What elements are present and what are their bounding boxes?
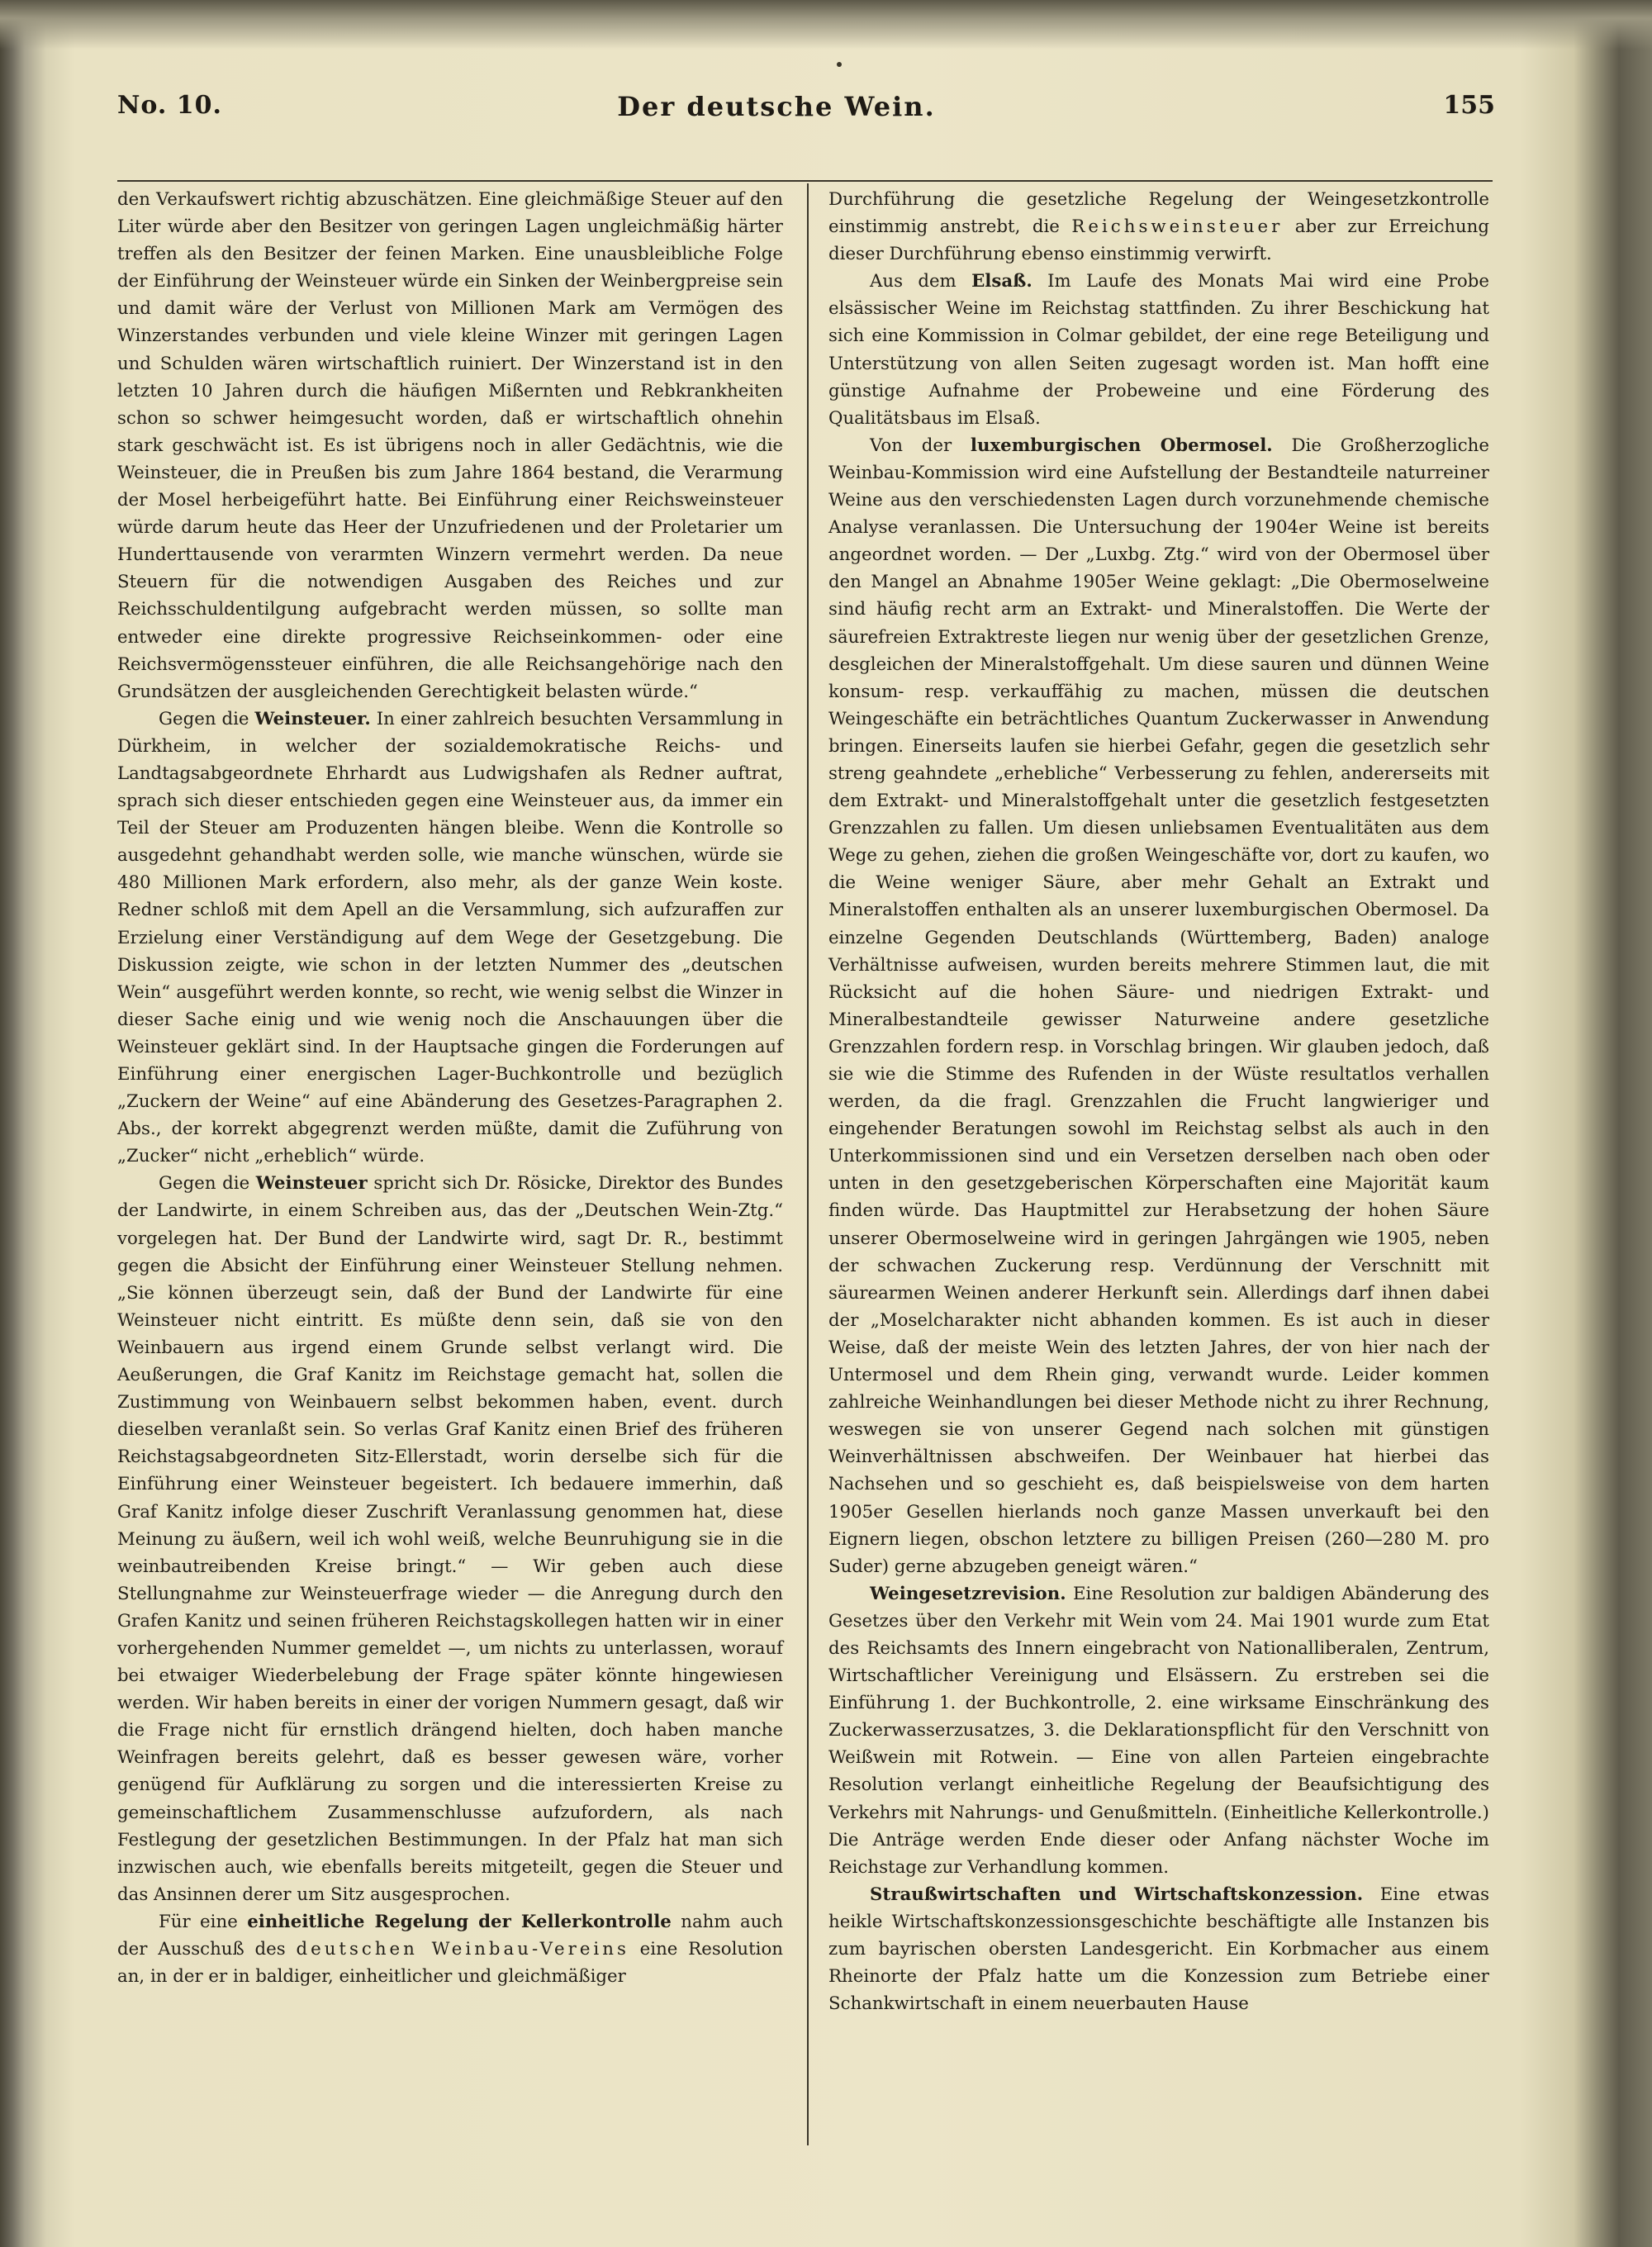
- left-p3-lead: Gegen die: [159, 1173, 256, 1195]
- left-p4-text: eine Resolution an, in der er in baldiger, einheitlicher und gleichmäßiger: [117, 1939, 783, 1988]
- left-p2-heading: Weinsteuer.: [254, 708, 371, 729]
- right-p3-lead: Von der: [870, 435, 971, 456]
- right-p4-heading: Weingesetzrevision.: [870, 1583, 1066, 1604]
- right-p1-lead: Durchführung die gesetzliche Regelung der Weingesetzkontrolle einstimmig anstrebt, die: [828, 189, 1489, 238]
- right-p2-text: Im Laufe des Monats Mai wird eine Probe elsässischer Weine im Reichstag stattfinden. Zu ihrer Beschickung hat sich eine Kommission in Colmar gebildet, der eine rege Beteiligung und Unterstützung von allen Seiten zugesagt worden ist. Man hofft eine günstige Aufnahme der Probeweine und eine Förderung des Qualitätsbaus im Elsaß.: [828, 271, 1489, 429]
- header-rule: [117, 180, 1493, 182]
- left-column: [117, 186, 783, 1990]
- left-p4-mid: nahm auch der Ausschuß des: [117, 1911, 784, 1960]
- right-paragraph-3: [828, 432, 1489, 1580]
- issue-number: No. 10.: [117, 91, 222, 120]
- left-paragraph-4: [117, 1908, 783, 1990]
- right-p3-text: Die Großherzogliche Weinbau-Kommission wird eine Aufstellung der Bestandteile naturreiner Weine aus den verschiedensten Lagen durch vorzunehmende chemische Analyse veranlassen. Die Untersuchung der 1904er Weine ist bereits angeordnet worden. — Der „Luxbg. Ztg.“ wird von der Obermosel über den Mangel an Abnahme 1905er Weine geklagt: „Die Obermoselweine sind häufig recht arm an Extrakt- und Mineralstoffen. Die Werte der säurefreien Extraktreste liegen nur wenig über der gesetzlichen Grenze, desgleichen der Mineralstoffgehalt. Um diese sauren und dünnen Weine konsum- resp. verkauffähig zu machen, müssen die deutschen Weingeschäfte ein beträchtliches Quantum Zuckerwasser in Anwendung bringen. Einerseits laufen sie hierbei Gefahr, gegen die gesetzlich sehr streng geahndete „erhebliche“ Verbesserung zu fehlen, andererseits mit dem Extrakt- und Mineralstoffgehalt unter die gesetzlich festgesetzten Grenzzahlen zu fallen. Um diesen unliebsamen Eventualitäten aus dem Wege zu gehen, ziehen die großen Weingeschäfte vor, dort zu kaufen, wo die Weine weniger Säure, aber mehr Gehalt an Extrakt und Mineralstoffen enthalten als an unserer luxemburgischen Obermosel. Da einzelne Gegenden Deutschlands (Württemberg, Baden) analoge Verhältnisse aufweisen, wurden bereits mehrere Stimmen laut, die mit Rücksicht auf die hohen Säure- und niedrigen Extrakt- und Mineralbestandteile gewisser Naturweine andere gesetzliche Grenzzahlen fordern resp. in Vorschlag bringen. Wir glauben jedoch, daß sie wie die Stimme des Rufenden in der Wüste resultatlos verhallen werden, da die fragl. Grenzzahlen die Frucht langwieriger und eingehender Beratungen sowohl im Reichstag selbst als auch in den Unterkommissionen sind und ein Versetzen derselben nach oben oder unten in den gesetzgeberischen Körperschaften eine Majorität kaum finden würde. Das Hauptmittel zur Herabsetzung der hohen Säure unserer Obermoselweine wird in geringen Jahrgängen wie 1905, neben der schwachen Zuckerung resp. Verdünnung der Verschnitt mit säurearmen Weinen anderer Herkunft sein. Allerdings darf ihnen dabei der „Moselcharakter nicht abhanden kommen. Es ist auch in dieser Weise, daß der meiste Wein des letzten Jahres, der von hier nach der Untermosel und dem Rhein ging, verwandt wurde. Leider kommen zahlreiche Weinhandlungen bei dieser Methode nicht zu ihrer Rechnung, weswegen sie von unserer Gegend nach solchen mit günstigen Weinverhältnissen abschweifen. Der Weinbauer hat hierbei das Nachsehen und so geschieht es, daß beispielsweise von dem harten 1905er Gesellen hierlands noch ganze Massen unverkauft bei den Eignern liegen, obschon letztere zu billigen Preisen (260—280 M. pro Suder) gerne abzugeben geneigt wären.“: [828, 435, 1489, 1577]
- right-p2-lead: Aus dem: [870, 271, 972, 292]
- right-p5-heading: Straußwirtschaften und Wirtschaftskonzession.: [870, 1884, 1364, 1905]
- right-p3-heading: luxemburgischen Obermosel.: [970, 435, 1273, 456]
- right-column: [828, 186, 1489, 2017]
- right-p1-text: aber zur Erreichung dieser Durchführung ebenso einstimmig verwirft.: [828, 216, 1490, 265]
- right-p2-heading: Elsaß.: [971, 271, 1032, 292]
- left-paragraph-2: [117, 705, 783, 1171]
- right-paragraph-4: [828, 1580, 1489, 1881]
- right-p1-spaced: Reichsweinsteuer: [1071, 216, 1284, 238]
- right-paragraph-2: [828, 268, 1489, 432]
- left-paragraph-1: den Verkaufswert richtig abzuschätzen. Eine gleichmäßige Steuer auf den Liter würde aber den Besitzer von geringen Lagen ungleichmäßig härter treffen als den Besitzer der feinen Marken. Eine unausbleibliche Folge der Einführung der Weinsteuer würde ein Sinken der Weinbergpreise sein und damit wäre der Verlust von Millionen Mark am Vermögen des Winzerstandes verbunden und viele kleine Winzer mit geringen Lagen und Schulden wären wirtschaftlich ruiniert. Der Winzerstand ist in den letzten 10 Jahren durch die häufigen Mißernten und Rebkrankheiten schon so schwer heimgesucht worden, daß er wirtschaftlich ohnehin stark geschwächt ist. Es ist übrigens noch in aller Gedächtnis, wie die Weinsteuer, die in Preußen bis zum Jahre 1864 bestand, die Verarmung der Mosel herbeigeführt hatte. Bei Einführung einer Reichsweinsteuer würde darum heute das Heer der Unzufriedenen und der Proletarier um Hunderttausende von verarmten Winzern vermehrt werden. Da neue Steuern für die notwendigen Ausgaben des Reiches und zur Reichsschuldentilgung aufgebracht werden müssen, so sollte man entweder eine direkte progressive Reichseinkommen- oder eine Reichsvermögenssteuer einführen, die alle Reichsangehörige nach den Grundsätzen der ausgleichenden Gerechtigkeit belasten würde.“: [117, 189, 783, 702]
- left-p4-spaced: deutschen Weinbau-Vereins: [296, 1939, 629, 1960]
- left-paragraph-3: [117, 1170, 783, 1908]
- left-p3-heading: Weinsteuer: [255, 1173, 368, 1195]
- left-p2-text: In einer zahlreich besuchten Versammlung in Dürkheim, in welcher der sozialdemokratische Reichs- und Landtagsabgeordnete Ehrhardt aus Ludwigshafen als Redner auftrat, sprach sich dieser entschieden gegen eine Weinsteuer aus, da immer ein Teil der Steuer am Produzenten hängen bleibe. Wenn die Kontrolle so ausgedehnt gehandhabt werden solle, wie manche wünschen, würde sie 480 Millionen Mark erfordern, also mehr, als der ganze Wein koste. Redner schloß mit dem Apell an die Versammlung, sich aufzuraffen zur Erzielung einer Verständigung auf dem Wege der Gesetzgebung. Die Diskussion zeigte, wie schon in der letzten Nummer des „deutschen Wein“ ausgeführt werden konnte, so recht, wie wenig selbst die Winzer in dieser Sache einig und wie wenig noch die Anschauungen über die Weinsteuer geklärt sind. In der Hauptsache gingen die Forderungen auf Einführung einer energischen Lager-Buchkontrolle und bezüglich „Zuckern der Weine“ auf eine Abänderung des Gesetzes-Paragraphen 2. Abs., der korrekt abgegrenzt werden müßte, damit die Zuführung von „Zucker“ nicht „erheblich“ würde.: [117, 708, 783, 1167]
- column-divider: [807, 183, 809, 2145]
- page-header: [58, 91, 1495, 140]
- left-p4-heading: einheitliche Regelung der Kellerkontrolle: [247, 1911, 672, 1932]
- right-p5-text: Eine etwas heikle Wirtschaftskonzessionsgeschichte beschäftigte alle Instanzen bis zum bayrischen obersten Landesgericht. Ein Korbmacher aus einem Rheinorte der Pfalz hatte um die Konzession zum Betriebe einer Schankwirtschaft in einem neuerbauten Hause: [828, 1884, 1490, 2015]
- right-p4-text: Eine Resolution zur baldigen Abänderung des Gesetzes über den Verkehr mit Wein vom 24. Mai 1901 wurde zum Etat des Reichsamts des Innern eingebracht von Nationalliberalen, Zentrum, Wirtschaftlicher Vereinigung und Elsässern. Zu erstreben sei die Einführung 1. der Buchkontrolle, 2. eine wirksame Einschränkung des Zuckerwasserzusatzes, 3. die Deklarationspflicht für den Verschnitt von Weißwein mit Rotwein. — Eine von allen Parteien eingebrachte Resolution verlangt einheitliche Regelung der Beaufsichtigung des Verkehrs mit Nahrungs- und Genußmitteln. (Einheitliche Kellerkontrolle.) Die Anträge werden Ende dieser oder Anfang nächster Woche im Reichstage zur Verhandlung kommen.: [828, 1583, 1489, 1878]
- left-p4-lead: Für eine: [159, 1911, 248, 1932]
- right-paragraph-5: [828, 1881, 1489, 2017]
- left-p3-text: spricht sich Dr. Rösicke, Direktor des Bundes der Landwirte, in einem Schreiben aus, das der „Deutschen Wein-Ztg.“ vorgelegen hat. Der Bund der Landwirte wird, sagt Dr. R., bestimmt gegen die Absicht der Einführung einer Weinsteuer Stellung nehmen. „Sie können überzeugt sein, daß der Bund der Landwirte für eine Weinsteuer nicht eintritt. Es müßte denn sein, daß sie von den Weinbauern aus irgend einem Grunde selbst verlangt wird. Die Aeußerungen, die Graf Kanitz im Reichstage gemacht hat, sollen die Zustimmung von Weinbauern selbst bekommen haben, event. durch dieselben veranlaßt sein. So verlas Graf Kanitz einen Brief des früheren Reichstagsabgeordneten Sitz-Ellerstadt, worin derselbe sich für die Einführung einer Weinsteuer begeistert. Ich bedauere immerhin, daß Graf Kanitz infolge dieser Zuschrift Veranlassung genommen hat, diese Meinung zu äußern, weil ich wohl weiß, welche Beunruhigung sie in die weinbautreibenden Kreise bringt.“ — Wir geben auch diese Stellungnahme zur Weinsteuerfrage wieder — die Anregung durch den Grafen Kanitz und seinen früheren Reichstagskollegen hatten wir in einer vorhergehenden Nummer gemeldet —, um nichts zu unterlassen, worauf bei etwaiger Wiederbelebung der Frage später könnte hingewiesen werden. Wir haben bereits in einer der vorigen Nummern gesagt, daß wir die Frage nicht für ernstlich drängend hielten, doch haben manche Weinfragen bereits gelehrt, daß es besser gewesen wäre, vorher genügend für Aufklärung zu sorgen und die interessierten Kreise zu gemeinschaftlichem Zusammenschlusse aufzufordern, als nach Festlegung der gesetzlichen Bestimmungen. In der Pfalz hat man sich inzwischen auch, wie ebenfalls bereits mitgeteilt, gegen die Steuer und das Ansinnen derer um Sitz ausgesprochen.: [117, 1173, 783, 1905]
- left-p2-lead: Gegen die: [159, 708, 255, 729]
- right-paragraph-1: [828, 186, 1489, 268]
- page-top-shadow: [0, 0, 1652, 50]
- journal-title: Der deutsche Wein.: [617, 91, 936, 122]
- page-number: 155: [1443, 91, 1495, 120]
- paper-speck: [837, 62, 842, 67]
